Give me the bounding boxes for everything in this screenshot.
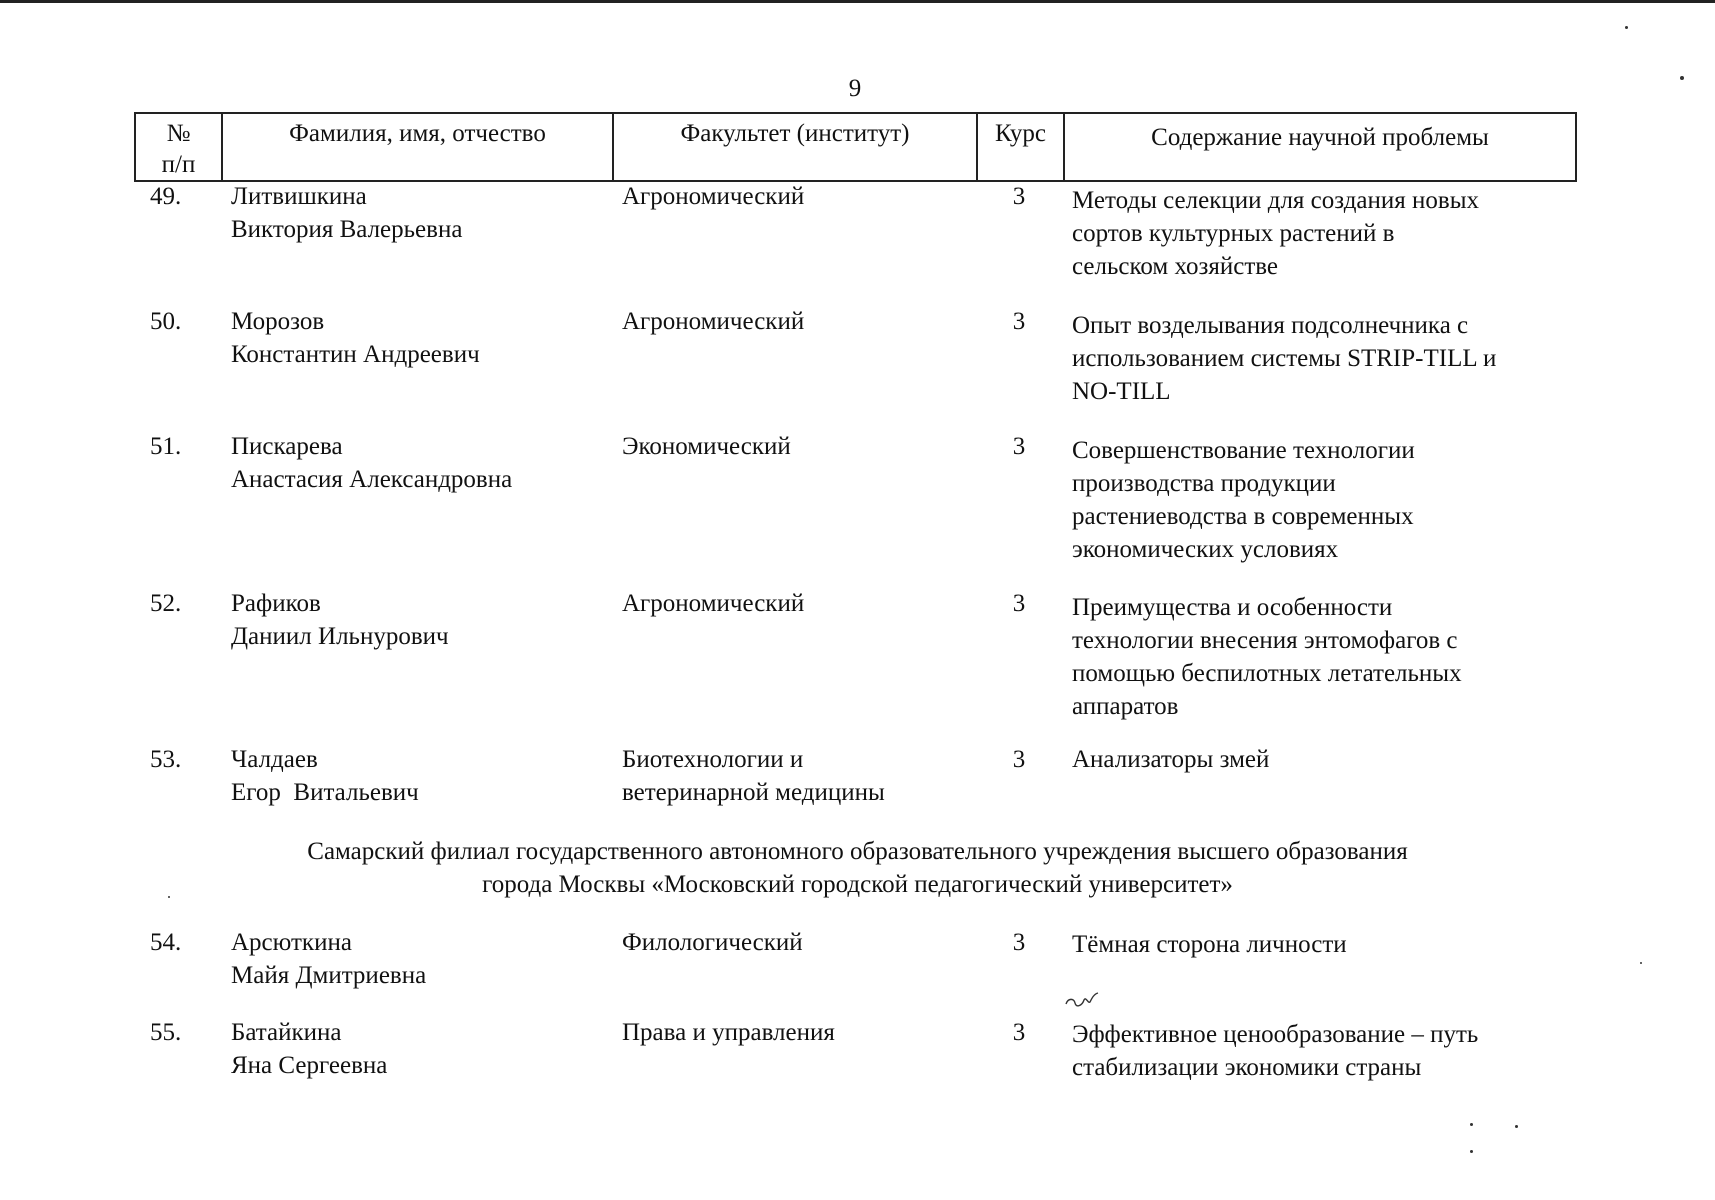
topic-line: Опыт возделывания подсолнечника с: [1072, 312, 1469, 339]
topic-line: Совершенствование технологии: [1072, 437, 1415, 464]
scan-speck: [168, 896, 170, 898]
topic-line: сельском хозяйстве: [1072, 253, 1279, 280]
topic-line: использованием системы STRIP-TILL и: [1072, 345, 1497, 372]
topic-line: Эффективное ценообразование – путь: [1072, 1021, 1479, 1048]
student-name: [231, 180, 611, 246]
faculty-line: Биотехнологии и: [622, 746, 804, 773]
student-given-names: Виктория Валерьевна: [231, 216, 463, 243]
research-topic: [1072, 1018, 1592, 1084]
topic-line: Тёмная сторона личности: [1072, 931, 1347, 958]
student-name: [231, 305, 611, 371]
topic-line: NO-TILL: [1072, 378, 1171, 405]
faculty-line: Филологический: [622, 929, 803, 956]
column-header-topic: [1064, 113, 1576, 181]
student-given-names: Яна Сергеевна: [231, 1052, 388, 1079]
section-heading: [180, 835, 1535, 901]
faculty: [622, 587, 962, 620]
column-header-course: [977, 113, 1064, 181]
student-given-names: Даниил Ильнурович: [231, 623, 449, 650]
column-header-number: [135, 113, 222, 181]
column-header-number-line1: №: [166, 120, 191, 147]
course: 3: [1012, 433, 1026, 460]
row-number: 55.: [150, 1019, 182, 1046]
scan-speck: [1625, 26, 1628, 29]
scan-speck: [1640, 962, 1642, 964]
faculty: [622, 1016, 962, 1049]
topic-line: Методы селекции для создания новых: [1072, 187, 1480, 214]
column-header-course-label: Курс: [995, 120, 1046, 147]
row-number: 49.: [150, 183, 182, 210]
topic-line: технологии внесения энтомофагов с: [1072, 627, 1458, 654]
research-topic: [1072, 184, 1592, 283]
faculty-line: Экономический: [622, 433, 791, 460]
research-topic: [1072, 591, 1592, 723]
topic-line: сортов культурных растений в: [1072, 220, 1395, 247]
student-given-names: Константин Андреевич: [231, 341, 480, 368]
research-topic: [1072, 309, 1592, 408]
faculty: [622, 305, 962, 338]
student-surname: Литвишкина: [231, 183, 367, 210]
scan-speck: [1470, 1123, 1473, 1126]
top-rule: [0, 0, 1715, 3]
topic-line: Преимущества и особенности: [1072, 594, 1393, 621]
topic-line: аппаратов: [1072, 693, 1179, 720]
faculty: [622, 180, 962, 213]
row-number: 50.: [150, 308, 182, 335]
topic-line: помощью беспилотных летательных: [1072, 660, 1462, 687]
column-header-number-line2: п/п: [161, 151, 196, 178]
faculty: [622, 743, 962, 809]
faculty: [622, 926, 962, 959]
section-heading-line1: Самарский филиал государственного автономного образовательного учреждения высшего образования: [307, 838, 1408, 865]
row-number: 52.: [150, 590, 182, 617]
row-number: 51.: [150, 433, 182, 460]
page-number: 9: [848, 75, 862, 102]
topic-line: Анализаторы змей: [1072, 746, 1270, 773]
faculty-line: Права и управления: [622, 1019, 835, 1046]
row-number: 54.: [150, 929, 182, 956]
handwritten-mark: [1062, 990, 1102, 1014]
student-surname: Пискарева: [231, 433, 343, 460]
topic-line: стабилизации экономики страны: [1072, 1054, 1422, 1081]
student-name: [231, 926, 611, 992]
section-heading-line2: города Москвы «Московский городской педагогический университет»: [482, 871, 1233, 898]
faculty-line: Агрономический: [622, 590, 805, 617]
student-surname: Чалдаев: [231, 746, 318, 773]
student-surname: Батайкина: [231, 1019, 342, 1046]
student-given-names: Майя Дмитриевна: [231, 962, 427, 989]
column-header-faculty-label: Факультет (институт): [680, 120, 910, 147]
student-given-names: Анастасия Александровна: [231, 466, 513, 493]
course: 3: [1012, 183, 1026, 210]
student-name: [231, 430, 611, 496]
topic-line: экономических условиях: [1072, 536, 1339, 563]
course: 3: [1012, 308, 1026, 335]
topic-line: производства продукции: [1072, 470, 1336, 497]
table-header: [134, 112, 1577, 182]
faculty-line: Агрономический: [622, 308, 805, 335]
student-surname: Морозов: [231, 308, 325, 335]
row-number: 53.: [150, 746, 182, 773]
student-given-names: Егор Витальевич: [231, 779, 419, 806]
student-name: [231, 1016, 611, 1082]
research-topic: [1072, 928, 1592, 961]
faculty-line: Агрономический: [622, 183, 805, 210]
column-header-topic-label: Содержание научной проблемы: [1151, 124, 1489, 151]
research-topic: [1072, 743, 1592, 776]
course: 3: [1012, 746, 1026, 773]
student-name: [231, 587, 611, 653]
course: 3: [1012, 590, 1026, 617]
column-header-faculty: [613, 113, 977, 181]
faculty: [622, 430, 962, 463]
student-surname: Арсюткина: [231, 929, 352, 956]
scan-speck: [1680, 76, 1684, 80]
course: 3: [1012, 1019, 1026, 1046]
course: 3: [1012, 929, 1026, 956]
column-header-name-label: Фамилия, имя, отчество: [289, 120, 546, 147]
column-header-name: [222, 113, 613, 181]
faculty-line: ветеринарной медицины: [622, 779, 885, 806]
scan-speck: [1470, 1150, 1473, 1153]
scan-speck: [1515, 1125, 1518, 1128]
topic-line: растениеводства в современных: [1072, 503, 1414, 530]
student-surname: Рафиков: [231, 590, 321, 617]
student-name: [231, 743, 611, 809]
research-topic: [1072, 434, 1592, 566]
